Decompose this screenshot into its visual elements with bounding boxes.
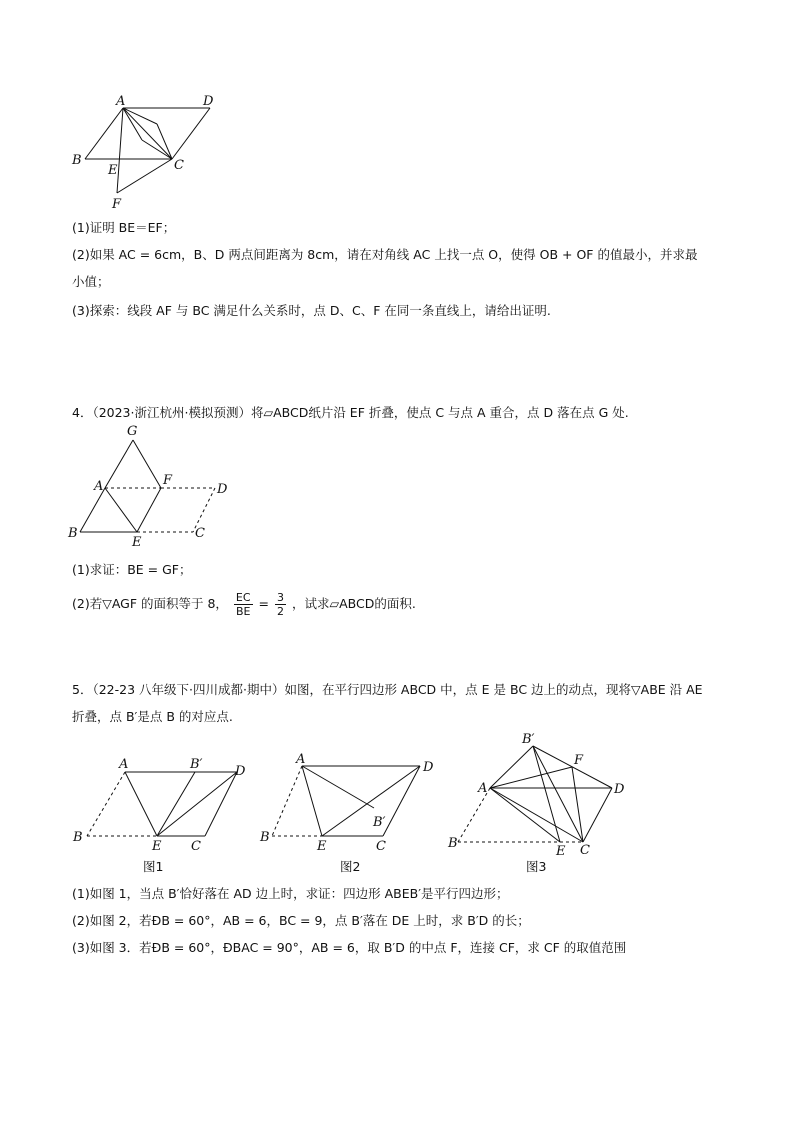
figure-problem3	[60, 88, 230, 213]
label-F: F	[112, 197, 122, 212]
label-B: B	[72, 153, 82, 168]
frac-den: BE	[235, 605, 251, 618]
label-Bprime: B′	[373, 815, 386, 830]
p3-q2-line2: 小值；	[72, 274, 110, 289]
label-B: B	[260, 830, 270, 845]
p4-q2	[72, 591, 416, 618]
label-C: C	[191, 839, 201, 854]
frac-eq: =	[258, 596, 270, 611]
p5-q3: (3)如图 3．若ÐB = 60°，ÐBAC = 90°，AB = 6，取 B′D 的中点 F，连接 CF，求 CF 的取值范围	[72, 940, 627, 955]
label-E: E	[317, 839, 327, 854]
label-F: F	[574, 753, 584, 768]
figure-5-1	[62, 750, 262, 880]
label-B: B	[73, 830, 83, 845]
label-C: C	[174, 158, 184, 173]
p4-stem: 4．（2023·浙江杭州·模拟预测）将▱ABCD纸片沿 EF 折叠，使点 C 与点 A 重合，点 D 落在点 G 处.	[72, 405, 629, 420]
label-D: D	[423, 760, 434, 775]
p4-q2-post: ，试求▱ABCD的面积.	[292, 596, 416, 611]
label-E: E	[132, 535, 142, 550]
p5-q1: (1)如图 1，当点 B′恰好落在 AD 边上时，求证：四边形 ABEB′是平行四边形；	[72, 886, 509, 901]
label-C: C	[376, 839, 386, 854]
p5-stem-line1: 5．（22-23 八年级下·四川成都·期中）如图，在平行四边形 ABCD 中，点 E 是 BC 边上的动点，现将▽ABE 沿 AE	[72, 682, 703, 697]
fraction-3-2	[275, 591, 286, 618]
frac2-den: 2	[277, 605, 285, 618]
label-D: D	[614, 782, 625, 797]
label-A: A	[119, 757, 129, 772]
figure-problem4	[60, 420, 250, 552]
p3-q1: (1)证明 BE＝EF；	[72, 220, 176, 235]
label-Bprime: B′	[190, 757, 203, 772]
caption-fig2: 图2	[340, 859, 361, 874]
frac-num: EC	[235, 591, 251, 604]
caption-fig1: 图1	[143, 859, 164, 874]
p4-q2-pre: (2)若▽AGF 的面积等于 8，	[72, 596, 228, 611]
label-D: D	[203, 94, 214, 109]
p5-stem-line2: 折叠，点 B′是点 B 的对应点.	[72, 709, 233, 724]
p3-q2-line1: (2)如果 AC = 6cm，B、D 两点间距离为 8cm，请在对角线 AC 上找一点 O，使得 OB + OF 的值最小，并求最	[72, 247, 698, 262]
label-A: A	[296, 752, 306, 767]
label-G: G	[127, 424, 138, 439]
label-E: E	[108, 163, 118, 178]
label-B: B	[68, 526, 78, 541]
figure-5-2	[252, 750, 452, 880]
figure-5-3	[440, 728, 640, 878]
label-D: D	[217, 482, 228, 497]
p4-q1: (1)求证：BE = GF；	[72, 562, 192, 577]
label-A: A	[478, 781, 488, 796]
label-C: C	[580, 843, 590, 858]
label-F: F	[163, 473, 173, 488]
p3-q3: (3)探索：线段 AF 与 BC 满足什么关系时，点 D、C、F 在同一条直线上，请给出证明.	[72, 303, 551, 318]
label-E: E	[152, 839, 162, 854]
p5-q2: (2)如图 2，若ÐB = 60°，AB = 6，BC = 9，点 B′落在 DE 上时，求 B′D 的长；	[72, 913, 530, 928]
label-Bprime: B′	[522, 732, 535, 747]
label-D: D	[235, 764, 246, 779]
label-A: A	[94, 479, 104, 494]
caption-fig3: 图3	[526, 859, 547, 874]
label-E: E	[556, 844, 566, 859]
label-A: A	[116, 94, 126, 109]
frac2-num: 3	[277, 591, 285, 604]
label-B: B	[448, 836, 458, 851]
fraction-ec-be	[234, 591, 253, 618]
label-C: C	[195, 526, 205, 541]
